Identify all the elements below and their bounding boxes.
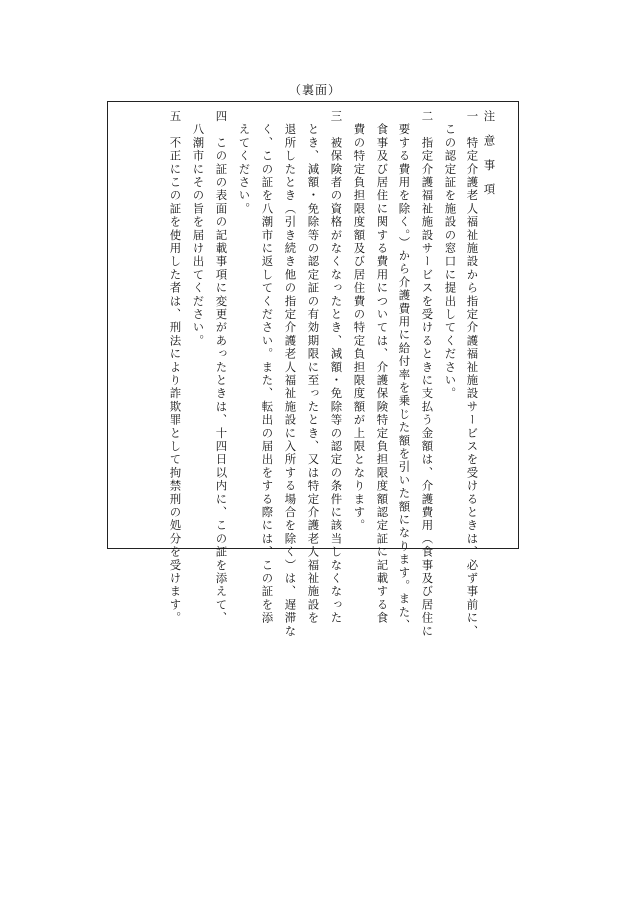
notice-item-3-line-3: 退所したとき（引き続き他の指定介護老人福祉施設に入所する場合を除く）は、遅滞な <box>283 110 298 638</box>
notice-item-3-line-1: 三 被保険者の資格がなくなったとき、減額・免除等の認定の条件に該当しなくなった <box>329 110 344 625</box>
notice-box <box>107 101 519 638</box>
notice-item-3-line-5: えてください。 <box>237 110 252 216</box>
notice-item-5-line-1: 五 不正にこの証を使用した者は、刑法により詐欺罪として拘禁刑の処分を受けます。 <box>168 110 183 625</box>
notice-item-4-line-2: 八潮市にその旨を届け出てください。 <box>191 110 206 348</box>
notice-item-2-line-2: 要する費用を除く。）から介護費用に給付率を乗じた額を引いた額になります。また、 <box>397 110 412 633</box>
notice-item-1-line-2: この認定証を施設の窓口に提出してください。 <box>443 110 458 401</box>
notice-item-2-line-3: 食事及び居住に関する費用については、介護保険特定負担限度額認定証に記載する食 <box>375 110 390 625</box>
notice-item-2-line-4: 費の特定負担限度額及び居住費の特定負担限度額が上限となります。 <box>352 110 367 533</box>
notice-item-3-line-4: く、この証を八潮市に返してください。また、転出の届出をする際には、この証を添 <box>260 110 275 625</box>
notice-heading: 注意事項 <box>482 110 497 208</box>
notice-item-2-line-1: 二 指定介護福祉施設サービスを受けるときに支払う金額は、介護費用（食事及び居住に <box>420 110 435 638</box>
page-side-label: （裏面） <box>288 83 341 97</box>
notice-item-3-line-2: とき、減額・免除等の認定証の有効期限に至ったとき、又は特定介護老人福祉施設を <box>306 110 321 625</box>
notice-item-4-line-1: 四 この証の表面の記載事項に変更があったときは、十四日以内に、この証を添えて、 <box>214 110 229 625</box>
notice-item-1-line-1: 一 特定介護老人福祉施設から指定介護福祉施設サービスを受けるときは、必ず事前に、 <box>465 110 480 638</box>
